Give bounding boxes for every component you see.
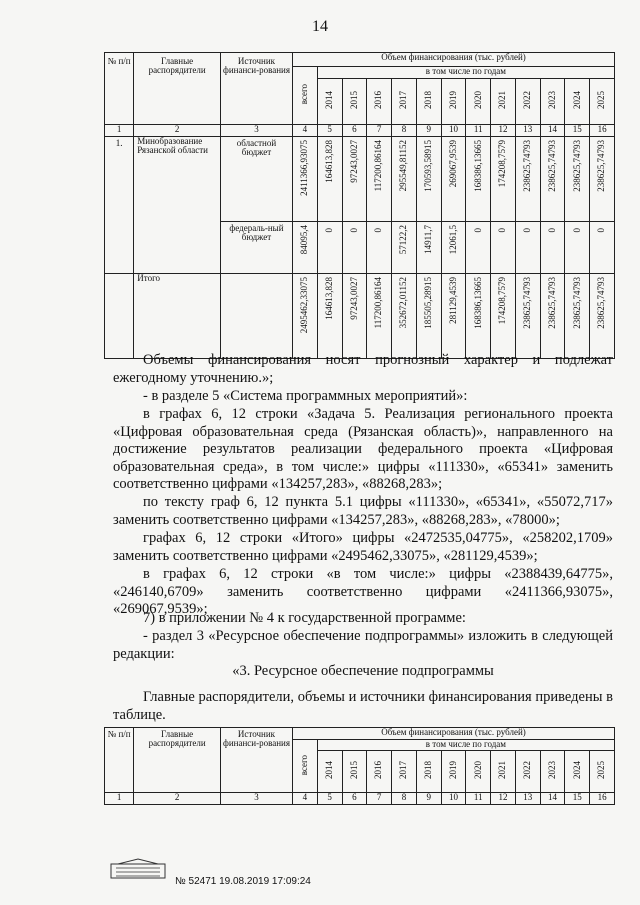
header-source: Источник финанси-рования [220, 728, 292, 793]
subprogram-heading: «3. Ресурсное обеспечение подпрограммы [232, 663, 494, 679]
table-cell-value: 238625,74793 [571, 277, 582, 329]
table-cell-value: 269067,9539 [447, 140, 458, 188]
year-header: 2020 [472, 761, 483, 780]
year-header: 2019 [447, 91, 458, 110]
column-number: 5 [317, 793, 342, 805]
table-cell-value: 295549,81152 [398, 140, 409, 192]
year-header: 2024 [571, 761, 582, 780]
column-number: 13 [515, 793, 540, 805]
column-number: 5 [317, 125, 342, 137]
column-number: 15 [565, 125, 590, 137]
table-cell-value: 0 [323, 227, 334, 232]
year-header: 2016 [373, 91, 384, 110]
paragraph-appendix4: 7) в приложении № 4 к государственной программе: [143, 610, 466, 626]
table-cell-value: 281129,4539 [447, 277, 458, 324]
table-cell-value: 97243,0027 [348, 277, 359, 320]
table-cell-value: 0 [571, 227, 582, 232]
column-number: 9 [416, 793, 441, 805]
year-header: 2021 [497, 91, 508, 110]
column-number: 1 [105, 125, 134, 137]
year-header: 2016 [373, 761, 384, 780]
paragraph-section3: - раздел 3 «Ресурсное обеспечение подпрограммы» изложить в следующей редакции: [113, 628, 613, 662]
table-cell-value: 0 [373, 227, 384, 232]
column-number: 10 [441, 793, 466, 805]
header-num: № п/п [105, 728, 134, 793]
column-number: 7 [367, 125, 392, 137]
registration-footer: № 52471 19.08.2019 17:09:24 [175, 876, 311, 887]
year-header: 2023 [546, 761, 557, 780]
table-cell-value: 84095,4 [299, 225, 310, 255]
source-regional: областной бюджет [220, 137, 292, 222]
table-cell-value: 352672,01152 [398, 277, 409, 329]
table-cell-value: 0 [596, 227, 607, 232]
year-header: 2015 [348, 761, 359, 780]
paragraph-section5: - в разделе 5 «Система программных мероприятий»: [143, 388, 468, 404]
column-number: 3 [220, 125, 292, 137]
table-cell-value: 185505,28915 [422, 277, 433, 329]
table-cell-value: 0 [522, 227, 533, 232]
column-number: 16 [590, 125, 615, 137]
year-header: 2017 [398, 91, 409, 110]
year-header: 2020 [472, 91, 483, 110]
page-number: 14 [312, 18, 328, 35]
table-cell-value: 170593,58915 [422, 140, 433, 192]
table-cell-value: 0 [497, 227, 508, 232]
column-number: 13 [515, 125, 540, 137]
table-cell-value: 238625,74793 [571, 140, 582, 192]
table-cell-value: 12061,5 [447, 225, 458, 255]
table-cell-value: 117200,86164 [373, 140, 384, 192]
total-label: Итого [134, 274, 221, 359]
column-number: 14 [540, 125, 565, 137]
table-cell-value: 0 [348, 227, 359, 232]
column-number: 14 [540, 793, 565, 805]
column-number: 3 [220, 793, 292, 805]
year-header: 2018 [422, 761, 433, 780]
paragraph-task5: в графах 6, 12 строки «Задача 5. Реализация регионального проекта «Цифровая образовательная среда (Рязанская область)», направленного на достижение результатов реализации федерального проекта «Цифровая образовательная среда», в том числе:» цифры «111330», «65341» заменить соответственно цифрами «134257,283», «88268,283»; [113, 406, 613, 492]
table-cell-value: 2495462,33075 [299, 277, 310, 334]
column-number: 2 [134, 125, 221, 137]
paragraph-item51: по тексту граф 6, 12 пункта 5.1 цифры «111330», «65341», «55072,717» заменить соответственно цифрами «134257,283», «88268,283», «78000»; [113, 494, 613, 528]
source-federal: федераль-ный бюджет [220, 222, 292, 274]
table-cell-value: 238625,74793 [546, 140, 557, 192]
paragraph-total: графах 6, 12 строки «Итого» цифры «2472535,04775», «258202,1709» заменить соответственно цифрами «2495462,33075», «281129,4539»; [113, 530, 613, 564]
column-number: 1 [105, 793, 134, 805]
column-number: 4 [293, 793, 318, 805]
row-number: 1. [105, 137, 134, 274]
paragraph-distributors: Главные распорядители, объемы и источники финансирования приведены в таблице. [113, 689, 613, 723]
year-header: 2015 [348, 91, 359, 110]
column-number: 16 [590, 793, 615, 805]
column-number: 7 [367, 793, 392, 805]
header-num: № п/п [105, 53, 134, 125]
table-cell-value: 164613,828 [323, 277, 334, 320]
header-total: всего [299, 754, 310, 775]
year-header: 2023 [546, 91, 557, 110]
column-number: 8 [392, 793, 417, 805]
financing-table-2 [104, 727, 615, 805]
column-number: 9 [416, 125, 441, 137]
distributor-name: Минобразование Рязанской области [134, 137, 221, 274]
year-header: 2019 [447, 761, 458, 780]
header-distributor: Главные распорядители [134, 53, 221, 125]
header-by-years: в том числе по годам [317, 740, 614, 751]
table-cell-value: 164613,828 [323, 140, 334, 183]
year-header: 2024 [571, 91, 582, 110]
table-cell-value: 14911,7 [422, 225, 433, 254]
column-number: 11 [466, 125, 491, 137]
year-header: 2021 [497, 761, 508, 780]
table-cell-value: 57122,2 [398, 225, 409, 255]
header-distributor: Главные распорядители [134, 728, 221, 793]
header-by-years: в том числе по годам [317, 67, 614, 79]
table-cell-value: 117200,86164 [373, 277, 384, 329]
column-number: 15 [565, 793, 590, 805]
table-cell-value: 0 [472, 227, 483, 232]
column-number: 8 [392, 125, 417, 137]
year-header: 2018 [422, 91, 433, 110]
paragraph-including: в графах 6, 12 строки «в том числе:» цифры «2388439,64775», «246140,6709» заменить соответственно цифрами «2411366,93075», «269067,9539»; [113, 566, 613, 617]
year-header: 2014 [323, 761, 334, 780]
column-number: 10 [441, 125, 466, 137]
column-number: 12 [491, 793, 516, 805]
financing-table [104, 52, 615, 359]
column-number: 6 [342, 793, 367, 805]
table-cell-value: 168386,13665 [472, 140, 483, 192]
header-volume: Объем финансирования (тыс. рублей) [293, 728, 615, 740]
year-header: 2025 [596, 91, 607, 110]
table-cell-value: 168386,13665 [472, 277, 483, 329]
year-header: 2022 [522, 91, 533, 110]
table-cell-value: 2411366,93075 [299, 140, 310, 196]
header-volume: Объем финансирования (тыс. рублей) [293, 53, 615, 67]
year-header: 2025 [596, 761, 607, 780]
table-cell-value: 238625,74793 [546, 277, 557, 329]
year-header: 2017 [398, 761, 409, 780]
column-number: 12 [491, 125, 516, 137]
table-cell-value: 238625,74793 [522, 277, 533, 329]
column-number: 4 [293, 125, 318, 137]
table-cell-value: 97243,0027 [348, 140, 359, 183]
table-cell-value: 238625,74793 [596, 140, 607, 192]
table-cell-value: 238625,74793 [522, 140, 533, 192]
seal-stamp-icon [110, 858, 166, 880]
column-number: 11 [466, 793, 491, 805]
table-cell-value: 174208,7579 [497, 277, 508, 325]
table-cell-value: 0 [546, 227, 557, 232]
year-header: 2022 [522, 761, 533, 780]
year-header: 2014 [323, 91, 334, 110]
table-cell-value: 238625,74793 [596, 277, 607, 329]
table-cell-value: 174208,7579 [497, 140, 508, 188]
header-total: всего [299, 84, 310, 105]
column-number: 6 [342, 125, 367, 137]
header-source: Источник финанси-рования [220, 53, 292, 125]
paragraph-forecast: Объемы финансирования носят прогнозный характер и подлежат ежегодному уточнению.»; [113, 352, 613, 386]
column-number: 2 [134, 793, 221, 805]
